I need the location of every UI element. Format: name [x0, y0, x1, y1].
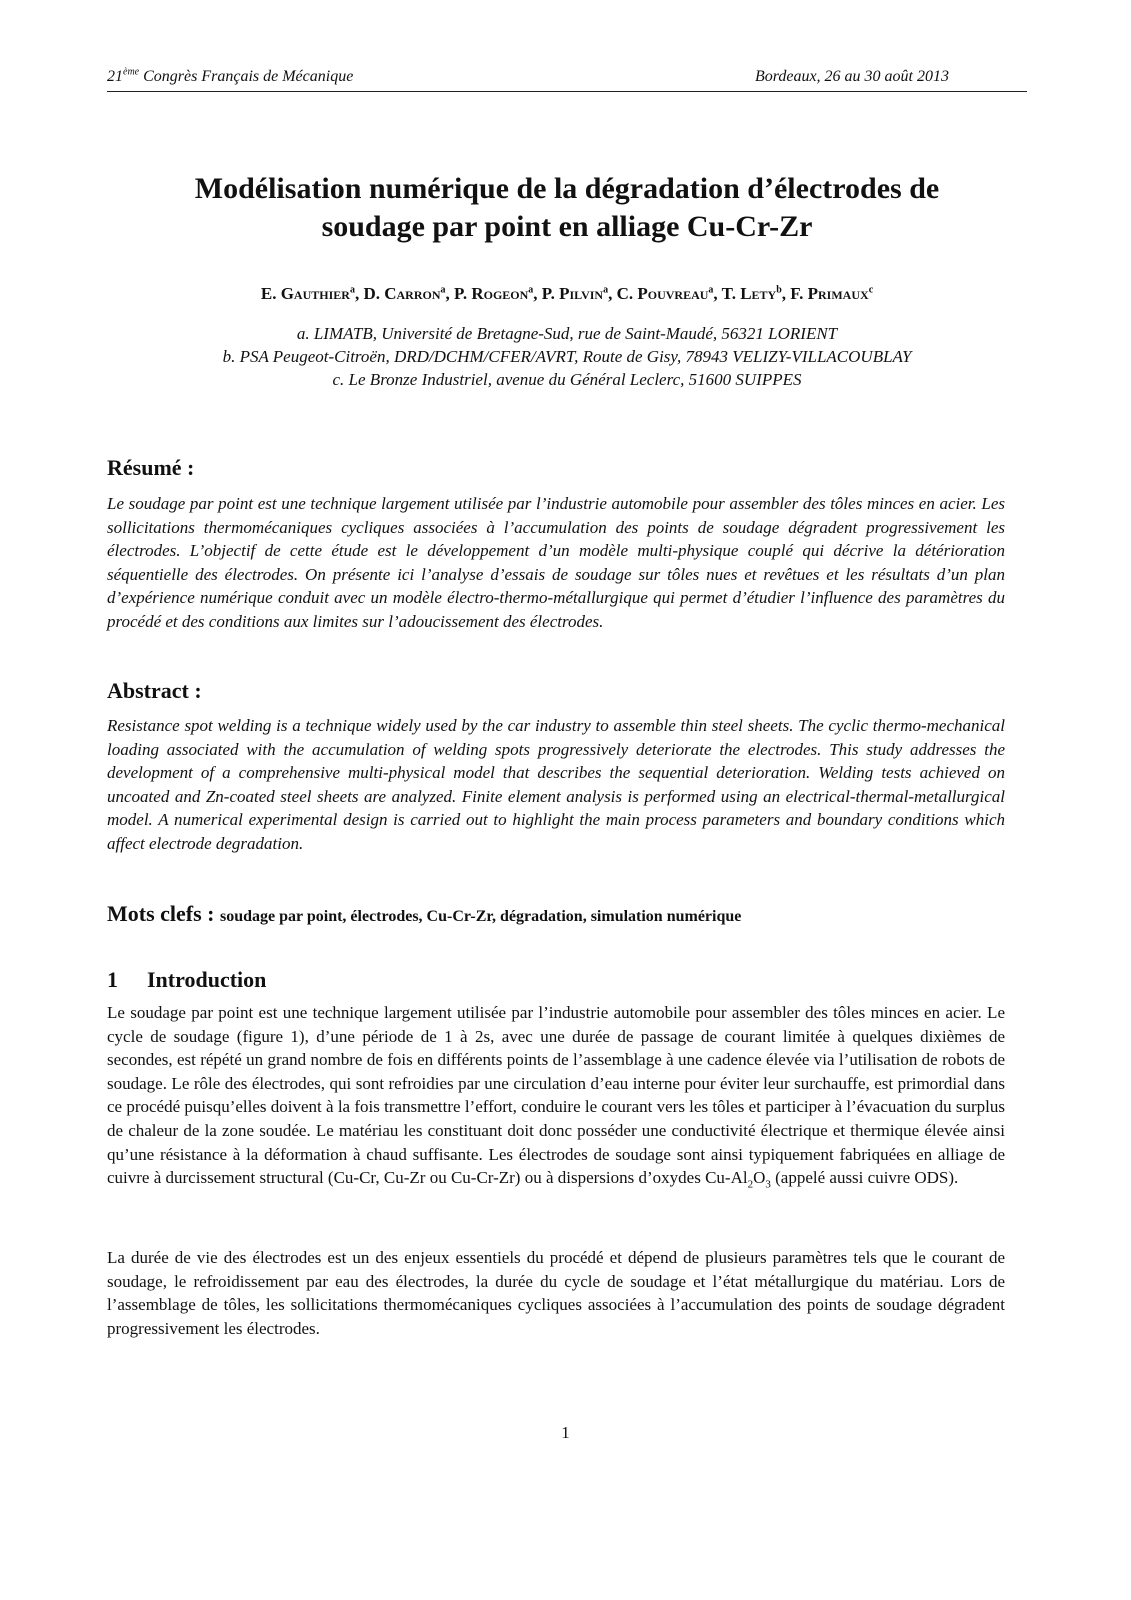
author: T. Lety$^b$,: [721, 284, 791, 303]
conference-name: 21ème Congrès Français de Mécanique: [107, 66, 354, 85]
keywords-text: soudage par point, électrodes, Cu-Cr-Zr, dégradation, simulation numérique: [220, 908, 742, 925]
resume-heading: Résumé :: [107, 455, 195, 480]
section-number: 1: [107, 967, 118, 992]
author: E. Gauthier$^a$,: [260, 284, 364, 303]
abstract-heading: Abstract :: [107, 678, 202, 703]
title-line-2: soudage par point en alliage Cu-Cr-Zr: [321, 210, 813, 243]
author: C. Pouvreau$^a$,: [616, 284, 722, 303]
affiliation-a: a. LIMATB, Université de Bretagne-Sud, rue de Saint-Maudé, 56321 LORIENT: [296, 324, 838, 343]
author: D. Carron$^a$,: [363, 284, 454, 303]
keywords-label: Mots clefs :: [107, 901, 221, 926]
author: F. Primaux$^c$: [790, 284, 874, 303]
affiliation-c: c. Le Bronze Industriel, avenue du Général Leclerc, 51600 SUIPPES: [332, 370, 802, 389]
introduction-paragraph-2: La durée de vie des électrodes est un des enjeux essentiels du procédé et dépend de plusieurs paramètres tels que le courant de soudage, le refroidissement par eau des électrodes, la durée du cycle de soudage et l’état métallurgique du matériau. Lors de l’assemblage de tôles, les sollicitations thermomécaniques cycliques associées à l’accumulation des points de soudage dégradent progressivement les électrodes.: [107, 1248, 1005, 1338]
page-number: 1: [561, 1423, 570, 1442]
affiliations: [107, 322, 1027, 391]
conference-location-date: Bordeaux, 26 au 30 août 2013: [754, 68, 949, 85]
paper-title: [107, 170, 1027, 246]
abstract-text: Resistance spot welding is a technique widely used by the car industry to assemble thin steel sheets. The cyclic thermo-mechanical loading associated with the accumulation of welding spots progressively deteriorate the electrodes. This study addresses the development of a comprehensive multi-physical model that describes the sequential deterioration. Welding tests achieved on uncoated and Zn-coated steel sheets are analyzed. Finite element analysis is performed using an electrical-thermal-metallurgical model. A numerical experimental design is carried out to highlight the main process parameters and boundary conditions which affect electrode degradation.: [107, 716, 1005, 853]
affiliation-b: b. PSA Peugeot-Citroën, DRD/DCHM/CFER/AVRT, Route de Gisy, 78943 VELIZY-VILLACOUBLAY: [222, 347, 912, 366]
keywords: [107, 901, 1007, 927]
title-line-1: Modélisation numérique de la dégradation d’électrodes de: [194, 172, 940, 205]
author: P. Rogeon$^a$,: [454, 284, 542, 303]
section-title: Introduction: [147, 967, 267, 992]
introduction-paragraph-1: Le soudage par point est une technique largement utilisée par l’industrie automobile pour assembler des tôles minces en acier. Le cycle de soudage (figure 1), d’une période de 1 à 2s, avec une durée de passage de courant limitée à quelques dixièmes de secondes, est répété un grand nombre de fois en différents points de l’assemblage à une cadence élevée via l’utilisation de robots de soudage. Le rôle des électrodes, qui sont refroidies par une circulation d’eau interne pour éviter leur surchauffe, est primordial dans ce procédé puisqu’elles doivent à la fois transmettre l’effort, conduire le courant vers les tôles et participer à l’évacuation du surplus de chaleur de la zone soudée. Le matériau les constituant doit donc posséder une conductivité électrique et thermique élevée ainsi qu’une résistance à la déformation à chaud suffisante. Les électrodes de soudage sont ainsi typiquement fabriquées en alliage de cuivre à durcissement structural (Cu-Cr, Cu-Zr ou Cu-Cr-Zr) ou à dispersions d’oxydes $Cu-Al_2O_3$ (appelé aussi cuivre ODS).: [107, 1003, 1005, 1191]
running-header: [107, 67, 1027, 92]
author: P. Pilvin$^a$,: [541, 284, 617, 303]
resume-text: Le soudage par point est une technique largement utilisée par l’industrie automobile pour assembler des tôles minces en acier. Les sollicitations thermomécaniques cycliques associées à l’accumulation des points de soudage dégradent progressivement les électrodes. L’objectif de cette étude est le développement d’un modèle multi-physique couplé qui décrive la détérioration séquentielle des électrodes. On présente ici l’analyse d’essais de soudage sur tôles nues et revêtues et les résultats d’un plan d’expérience numérique conduit avec un modèle électro-thermo-métallurgique qui permet d’étudier l’influence des paramètres du procédé et des conditions aux limites sur l’adoucissement des électrodes.: [107, 494, 1005, 631]
author-list: [107, 283, 1027, 305]
introduction-heading: [107, 967, 266, 993]
